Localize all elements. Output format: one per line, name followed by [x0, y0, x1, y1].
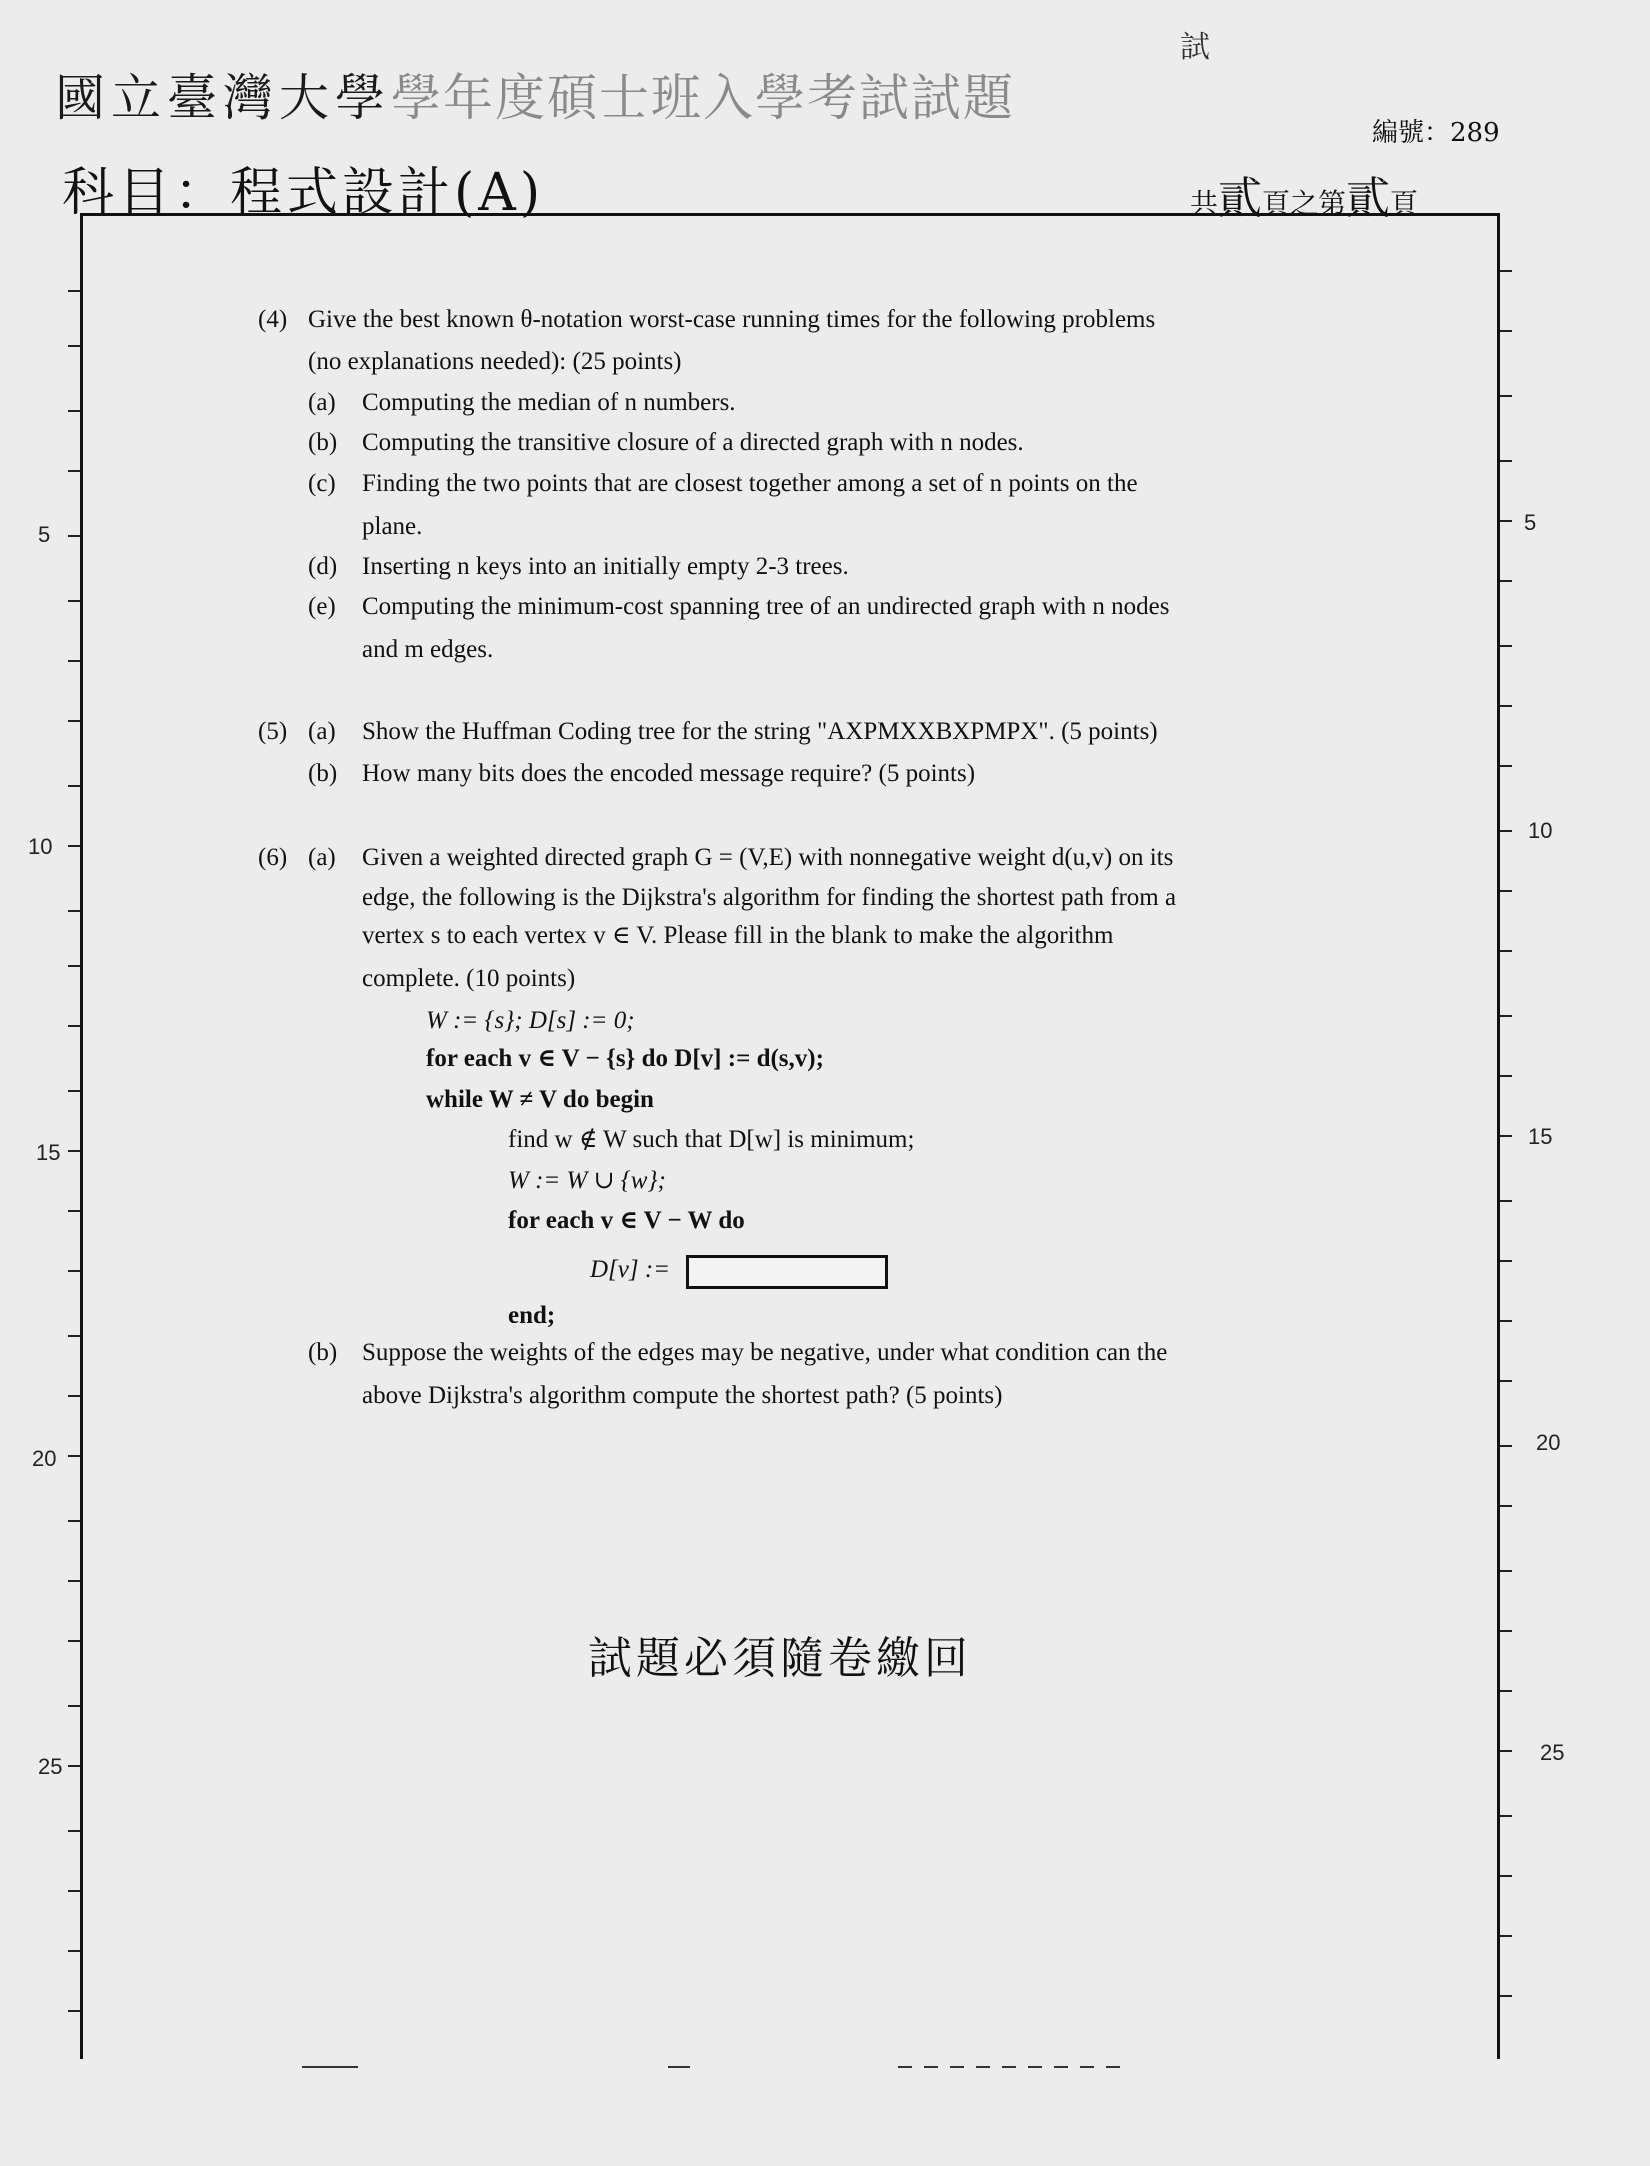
- right-ruler-label: 10: [1528, 818, 1553, 843]
- q4-item-text-cont: plane.: [362, 513, 423, 540]
- ruler-tick: [68, 785, 80, 787]
- ruler-tick: [68, 1640, 80, 1642]
- ruler-tick: [1500, 1260, 1512, 1262]
- page-count-total: 貳: [1218, 173, 1263, 224]
- ruler-tick: [1500, 645, 1512, 647]
- q4-item-text: Computing the transitive closure of a directed graph with n nodes.: [362, 429, 1024, 456]
- ruler-tick: [68, 1025, 80, 1027]
- ruler-tick: [68, 2010, 80, 2012]
- ruler-tick: [1500, 580, 1512, 582]
- ruler-tick: [68, 660, 80, 662]
- algo-line: end;: [508, 1302, 556, 1329]
- ruler-tick: [68, 1270, 80, 1272]
- right-ruler-label: 25: [1540, 1740, 1565, 1765]
- exam-title-university: 國立臺灣大學: [55, 69, 391, 127]
- left-ruler-label: 20: [32, 1446, 57, 1471]
- ruler-tick: [1500, 1815, 1512, 1817]
- q5-item-text: Show the Huffman Coding tree for the string "AXPMXXBXPMPX". (5 points): [362, 718, 1158, 745]
- ruler-tick: [68, 1335, 80, 1337]
- algo-line: for each v ∈ V − {s} do D[v] := d(s,v);: [426, 1045, 824, 1072]
- ruler-tick: [1500, 1015, 1512, 1017]
- q4-number: (4): [258, 306, 288, 333]
- q6-a-line: edge, the following is the Dijkstra's algorithm for finding the shortest path from a: [362, 884, 1177, 911]
- q6-a-line: Given a weighted directed graph G = (V,E) with nonnegative weight d(u,v) on its: [362, 844, 1174, 871]
- ruler-tick: [1500, 890, 1512, 892]
- ruler-tick: [68, 1705, 80, 1707]
- ruler-tick: [68, 345, 80, 347]
- ruler-tick: [1500, 950, 1512, 952]
- q4-item-label: (a): [308, 389, 336, 416]
- ruler-tick: [1500, 1380, 1512, 1382]
- q6-b-line: above Dijkstra's algorithm compute the shortest path? (5 points): [362, 1382, 1003, 1409]
- q4-item-text: Finding the two points that are closest together among a set of n points on the: [362, 470, 1138, 497]
- ruler-tick: [1500, 1630, 1512, 1632]
- ruler-tick: [68, 535, 80, 537]
- q6-a-label: (a): [308, 844, 336, 871]
- q4-item-text: Inserting n keys into an initially empty 2-3 trees.: [362, 553, 849, 580]
- ruler-tick: [68, 1090, 80, 1092]
- q4-item-text-cont: and m edges.: [362, 636, 494, 663]
- ruler-tick: [68, 1520, 80, 1522]
- bottom-dash: [302, 2066, 358, 2068]
- ruler-tick: [68, 600, 80, 602]
- q4-line: Give the best known θ-notation worst-case running times for the following problems: [308, 306, 1156, 333]
- algo-line: W := W ∪ {w};: [508, 1167, 666, 1194]
- ruler-tick: [1500, 1445, 1512, 1447]
- ruler-tick: [1500, 1570, 1512, 1572]
- q4-line: (no explanations needed): (25 points): [308, 348, 682, 375]
- ruler-tick: [1500, 765, 1512, 767]
- ruler-tick: [68, 965, 80, 967]
- ruler-tick: [1500, 1200, 1512, 1202]
- ruler-tick: [68, 1765, 80, 1767]
- algo-line: W := {s}; D[s] := 0;: [426, 1007, 635, 1034]
- ruler-tick: [68, 720, 80, 722]
- left-ruler-label: 5: [38, 522, 51, 547]
- q4-item-label: (d): [308, 553, 338, 580]
- left-ruler-label: 15: [36, 1140, 61, 1165]
- ruler-tick: [1500, 330, 1512, 332]
- q4-item-text: Computing the minimum-cost spanning tree of an undirected graph with n nodes: [362, 593, 1170, 620]
- ruler-tick: [1500, 705, 1512, 707]
- subject-title: 科目：程式設計(A): [62, 163, 545, 223]
- bottom-dash: [898, 2066, 1128, 2068]
- q5-number: (5): [258, 718, 288, 745]
- ruler-tick: [68, 1580, 80, 1582]
- algo-line: find w ∉ W such that D[w] is minimum;: [508, 1126, 915, 1153]
- q6-b-line: Suppose the weights of the edges may be negative, under what condition can the: [362, 1339, 1168, 1366]
- ruler-tick: [68, 1150, 80, 1152]
- q5-item-label: (b): [308, 760, 338, 787]
- right-ruler-label: 15: [1528, 1124, 1553, 1149]
- ruler-tick: [68, 470, 80, 472]
- bottom-dash: [668, 2066, 690, 2068]
- page-count-mid: 頁之第: [1262, 187, 1347, 220]
- ruler-tick: [1500, 1320, 1512, 1322]
- q4-item-label: (e): [308, 593, 336, 620]
- ruler-tick: [1500, 520, 1512, 522]
- ruler-tick: [1500, 1875, 1512, 1877]
- q6-a-line: vertex s to each vertex v ∈ V. Please fill in the blank to make the algorithm: [362, 922, 1114, 949]
- ruler-tick: [1500, 1075, 1512, 1077]
- q4-item-text: Computing the median of n numbers.: [362, 389, 736, 416]
- q6-number: (6): [258, 844, 288, 871]
- ruler-tick: [68, 290, 80, 292]
- page-count-prefix: 共: [1190, 187, 1219, 220]
- ruler-tick: [1500, 270, 1512, 272]
- exam-code: 編號：289: [1372, 118, 1500, 148]
- ruler-tick: [68, 1455, 80, 1457]
- ruler-tick: [68, 1210, 80, 1212]
- ruler-tick: [68, 845, 80, 847]
- q5-item-label: (a): [308, 718, 336, 745]
- exam-title: [55, 58, 1015, 130]
- ruler-tick: [68, 1950, 80, 1952]
- left-ruler-label: 10: [28, 834, 53, 859]
- algo-line: while W ≠ V do begin: [426, 1086, 654, 1113]
- q6-b-label: (b): [308, 1339, 338, 1366]
- algo-line: D[v] :=: [590, 1256, 671, 1283]
- ruler-tick: [68, 1830, 80, 1832]
- q6-a-line: complete. (10 points): [362, 965, 576, 992]
- ruler-tick: [1500, 1690, 1512, 1692]
- ruler-tick: [68, 1395, 80, 1397]
- left-ruler-label: 25: [38, 1754, 63, 1779]
- page-count-current: 貳: [1346, 173, 1391, 224]
- ruler-tick: [1500, 1750, 1512, 1752]
- ruler-tick: [1500, 1505, 1512, 1507]
- ruler-tick: [68, 1890, 80, 1892]
- ruler-tick: [1500, 1935, 1512, 1937]
- ruler-tick: [1500, 830, 1512, 832]
- exam-title-rest: 學年度碩士班入學考試試題: [391, 69, 1015, 127]
- ruler-tick: [1500, 395, 1512, 397]
- ruler-tick: [1500, 460, 1512, 462]
- ruler-tick: [68, 910, 80, 912]
- ruler-tick: [68, 410, 80, 412]
- algo-line: for each v ∈ V − W do: [508, 1207, 745, 1234]
- return-exam-note: 試題必須隨卷繳回: [588, 1633, 972, 1684]
- q4-item-label: (b): [308, 429, 338, 456]
- header-stamp: 試: [1180, 30, 1210, 65]
- ruler-tick: [1500, 1995, 1512, 1997]
- page-count-suffix: 頁: [1390, 187, 1419, 220]
- q4-item-label: (c): [308, 470, 336, 497]
- q5-item-text: How many bits does the encoded message require? (5 points): [362, 760, 976, 787]
- right-ruler-label: 5: [1524, 510, 1537, 535]
- ruler-tick: [1500, 1135, 1512, 1137]
- fill-in-blank-box[interactable]: [686, 1255, 888, 1289]
- right-ruler-label: 20: [1536, 1430, 1561, 1455]
